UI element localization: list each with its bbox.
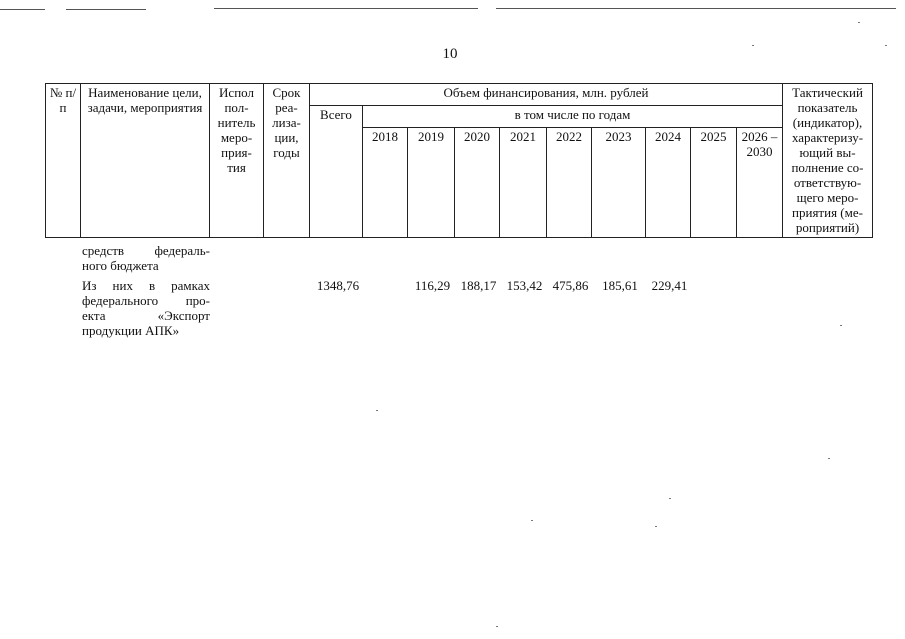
header-year: 2021 — [500, 128, 547, 238]
header-name: Наименование цели, задачи, мероприятия — [81, 84, 210, 238]
scan-speck — [496, 626, 498, 627]
header-indicator: Тактический показатель (индикатор), характеризу-ющий вы-полнение со-ответствую-щего меро-приятия (ме-роприятий) — [783, 84, 873, 238]
header-year: 2024 — [646, 128, 691, 238]
scan-speck — [655, 526, 657, 527]
page-number: 10 — [442, 46, 458, 62]
scan-speck — [752, 45, 754, 46]
value-2019: 116,29 — [414, 278, 451, 293]
row-text-line: средств федераль- — [82, 243, 210, 258]
scan-speck — [858, 22, 860, 23]
row-federal-budget — [82, 243, 210, 273]
scan-speck — [885, 45, 887, 46]
header-year: 2026 – 2030 — [737, 128, 783, 238]
header-funding: Объем финансирования, млн. рублей — [310, 84, 783, 106]
value-2022: 475,86 — [552, 278, 589, 293]
top-rule-1 — [0, 9, 45, 10]
row-text-line: продукции АПК» — [82, 323, 180, 338]
scan-speck — [376, 410, 378, 411]
funding-table-header — [45, 83, 873, 238]
top-rule-3 — [214, 8, 478, 9]
scan-speck — [531, 520, 533, 521]
header-year: 2018 — [363, 128, 408, 238]
header-year: 2020 — [455, 128, 500, 238]
value-2021: 153,42 — [506, 278, 543, 293]
row-text-line: федерального про- — [82, 293, 210, 308]
header-executor: Испол пол-нитель меро-прия-тия — [210, 84, 264, 238]
header-year: 2019 — [408, 128, 455, 238]
header-year: 2022 — [547, 128, 592, 238]
value-2024: 229,41 — [651, 278, 688, 293]
value-2023: 185,61 — [602, 278, 638, 293]
value-total: 1348,76 — [316, 278, 360, 293]
header-term: Срок реа-лиза-ции, годы — [264, 84, 310, 238]
value-2020: 188,17 — [460, 278, 497, 293]
top-rule-2 — [66, 9, 146, 10]
row-text-line: ного бюджета — [82, 258, 159, 273]
row-text-line: Из них в рамках — [82, 278, 210, 293]
header-year: 2023 — [592, 128, 646, 238]
header-year: 2025 — [691, 128, 737, 238]
header-by-years: в том числе по годам — [363, 106, 783, 128]
row-text-line: екта «Экспорт — [82, 308, 210, 323]
row-export-project — [82, 278, 210, 338]
scan-speck — [840, 325, 842, 326]
header-total: Всего — [310, 106, 363, 238]
top-rule-4 — [496, 8, 896, 9]
scan-speck — [828, 458, 830, 459]
header-num: № п/п — [46, 84, 81, 238]
scan-speck — [669, 498, 671, 499]
